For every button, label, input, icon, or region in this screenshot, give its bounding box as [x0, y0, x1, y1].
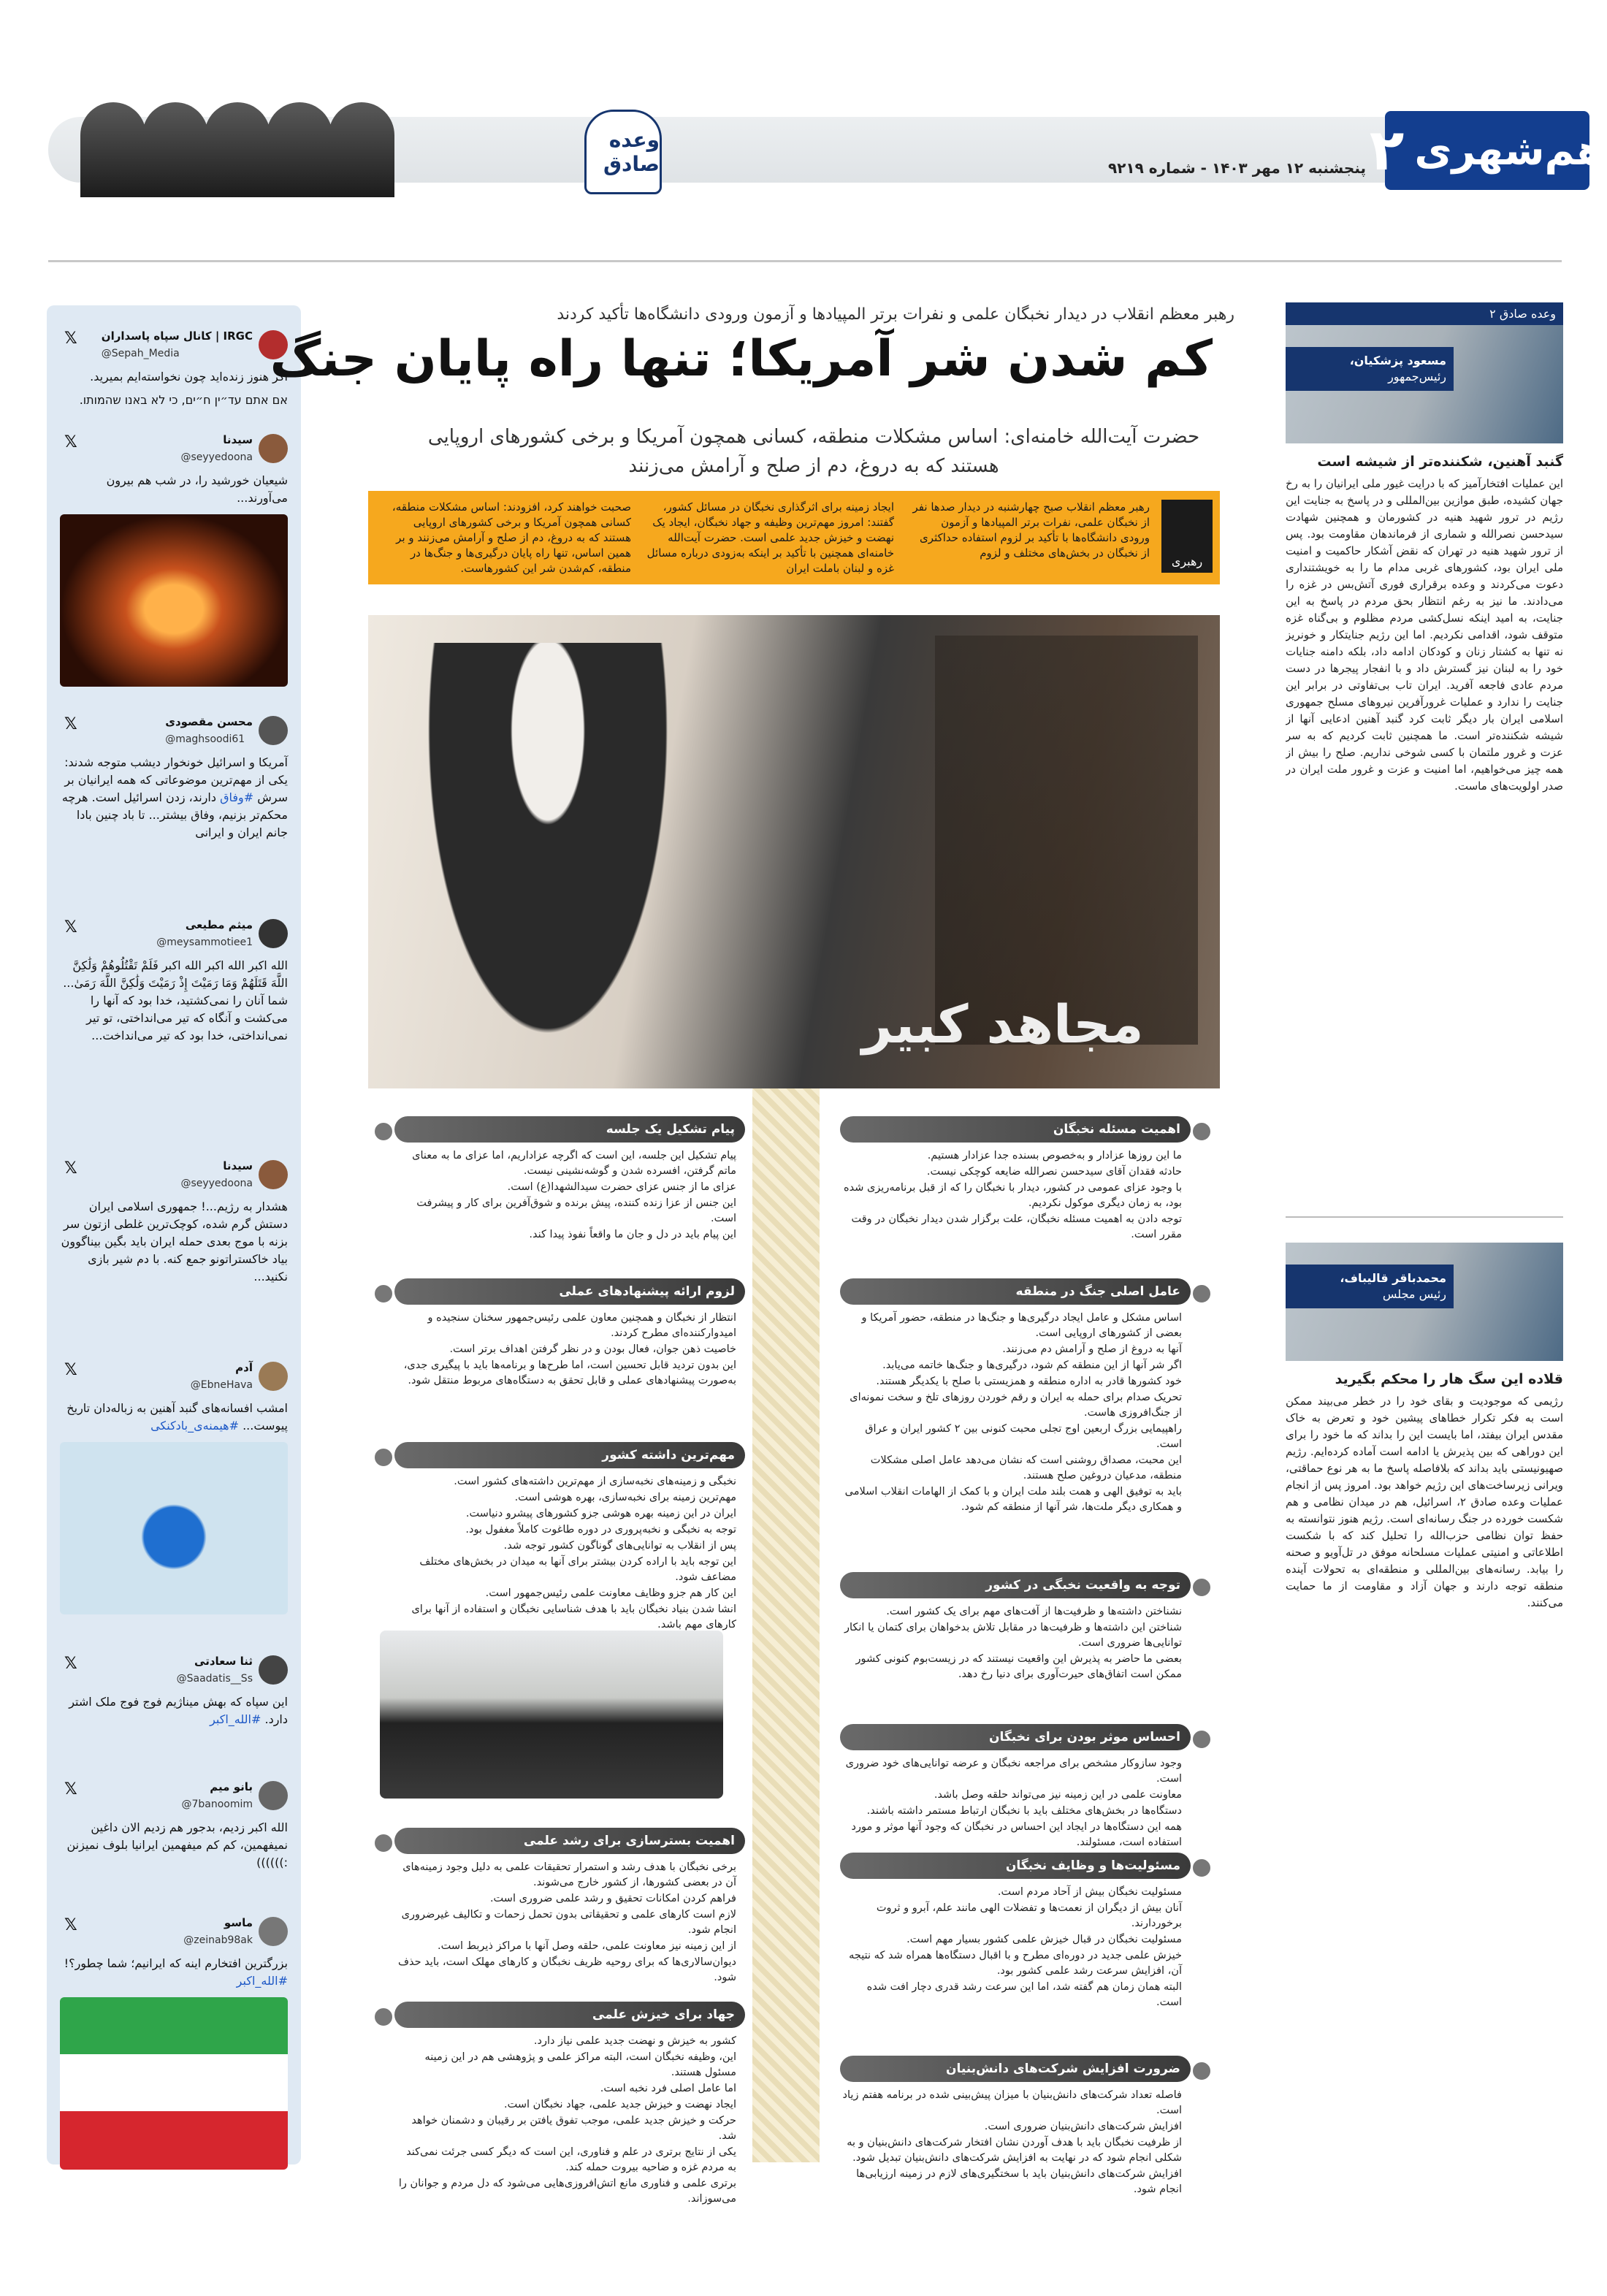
section-bullet: از این زمینه نیز معاونت علمی، حلقه وصل آنها با مراکز ذیربط است.: [437, 1940, 736, 1952]
section-bullet: پیام تشکیل این جلسه، این است که اگرچه عزاداریم، اما عزای ما به معنای ماتم گرفتن، افسرده شدن و گوشه‌نشینی نیست.: [412, 1150, 736, 1177]
section-body: [840, 1756, 1191, 1850]
tweet-handle: @seyyedoona: [180, 451, 253, 463]
section-bullet: اما عامل اصلی فرد نخبه است.: [600, 2083, 736, 2094]
avatar: [259, 716, 288, 745]
section-title: لزوم ارائه پیشنهادهای عملی: [394, 1278, 745, 1305]
tweet[interactable]: [60, 1359, 288, 1614]
section-title: جهاد برای خیزش علمی: [394, 2002, 745, 2028]
summary-section: [394, 1828, 745, 1986]
summary-section: [840, 1853, 1191, 2011]
hashtag-link[interactable]: #الله_اکبر: [210, 1712, 262, 1726]
section-bullet: توجه دادن به اهمیت مسئله نخبگان، علت برگزار شدن دیدار نخبگان در وقت مقرر است.: [851, 1213, 1182, 1240]
poster-image: [935, 636, 1198, 1045]
summary-section: [394, 2002, 745, 2208]
section-bullet: یکی از نتایج برتری در علم و فناوری، این است که دیگر کسی جرئت نمی‌کند به مردم غزه و ضاحیه بیروت حمله کند.: [406, 2146, 736, 2173]
section-bullet: راهپیمایی بزرگ اربعین اوج تجلی محبت کنونی بین ۲ کشور ایران و عراق است.: [865, 1423, 1182, 1450]
tweet[interactable]: [60, 1652, 288, 1728]
section-bullet: افزایش شرکت‌های دانش‌بنیان ضروری است.: [984, 2121, 1182, 2132]
section-bullet: این پیام باید در دل و جان ما واقعاً نفوذ پیدا کند.: [529, 1229, 736, 1240]
section-bullet: این محبت، مصداق روشنی است که نشان می‌دهد عامل اصلی مشکلات منطقه، مدعیان دروغین صلح هستند.: [870, 1454, 1182, 1481]
tweet[interactable]: [60, 1914, 288, 2170]
divider: [48, 260, 1562, 262]
bullet-dot-icon: [1191, 1728, 1213, 1750]
tweet-header: [60, 1157, 288, 1192]
tweet-text: اگر هنوز زنده‌اید چون نخواسته‌ایم بمیرید.: [90, 370, 288, 384]
person-name: مسعود پزشکیان،: [1349, 354, 1446, 367]
person-role: رئیس‌جمهور: [1388, 370, 1446, 384]
tweet-header: [60, 1359, 288, 1394]
section-bullet: البته همان زمان هم گفته شد، اما این سرعت رشد قدری دچار افت شده است.: [866, 1981, 1182, 2008]
opinion-title: گنبد آهنین، شکننده‌تر از شیشه است: [1317, 454, 1563, 470]
bullet-dot-icon: [1191, 1283, 1213, 1305]
section-bullet: از ظرفیت نخبگان باید با هدف آوردن نشان افتخار شرکت‌های دانش‌بنیان و به شکلی انجام شود که در نهایت به افزایش شرکت‌های دانش‌بنیان تبدیل شود.: [847, 2137, 1182, 2164]
avatar: [259, 1655, 288, 1685]
divider: [1286, 1216, 1563, 1218]
x-logo-icon: 𝕏: [64, 329, 77, 348]
tweet-handle: @Saadatis__Ss: [176, 1673, 253, 1685]
tweet-handle: @maghsoodi61: [165, 733, 245, 745]
lead-box: [368, 491, 1220, 584]
section-body: [394, 1311, 745, 1389]
bullet-dot-icon: [1191, 1576, 1213, 1598]
section-body: [840, 1604, 1191, 1682]
section-bullet: برتری علمی و فناوری مانع اتش‌افروزی‌هایی می‌شود که دل مردم و جوانان را می‌سوزاند.: [398, 2178, 736, 2205]
section-bullet: اساس مشکل و عامل ایجاد درگیری‌ها و جنگ‌ها در منطقه، حضور آمریکا و بعضی از کشورهای اروپایی است.: [861, 1312, 1182, 1339]
section-bullet: این کار هم جزو وظایف معاونت علمی رئیس‌جمهور است.: [485, 1587, 736, 1599]
summary-section: [394, 1278, 745, 1389]
section-bullet: آنان بیش از دیگران از نعمت‌ها و تفضلات الهی مانند علم، آبرو و ثروت برخوردارند.: [876, 1902, 1182, 1929]
section-title: توجه به واقعیت نخبگی در کشور: [840, 1572, 1191, 1598]
summary-section: [840, 1116, 1191, 1243]
tweet-author: ثنا سعادتی: [194, 1655, 253, 1668]
section-title: احساس موثر بودن برای نخبگان: [840, 1724, 1191, 1750]
section-bullet: ایجاد نهضت و خیزش جدید علمی، جهاد نخبگان است.: [504, 2099, 736, 2110]
martyr-portrait: [267, 102, 332, 197]
section-title: عامل اصلی جنگ در منطقه: [840, 1278, 1191, 1305]
tweet-header: [60, 431, 288, 466]
summary-section: [840, 1572, 1191, 1683]
tweet-image: [60, 1442, 288, 1614]
avatar: [259, 1917, 288, 1946]
section-bullet: این، وظیفه نخبگان است، البته مراکز علمی و پژوهشی هم در این زمینه مسئول هستند.: [424, 2051, 736, 2078]
tweet[interactable]: [60, 916, 288, 1045]
page-number: ۲: [1369, 118, 1405, 183]
hashtag-link[interactable]: #وفاق: [220, 790, 254, 804]
section-bullet: انشا شدن بنیاد نخبگان باید با هدف شناسایی نخبگان و استفاده از آنها برای کارهای مهم باشد.: [411, 1603, 736, 1631]
section-body: [840, 1311, 1191, 1515]
section-bullet: بعضی ما حاضر به پذیرش این واقعیت نیستند که در زیست‌بوم کنونی کشور ممکن است اتفاق‌های حیرت‌آوری برای دنیا رخ دهد.: [855, 1653, 1182, 1680]
tweet[interactable]: [60, 713, 288, 842]
summary-section: [394, 1116, 745, 1243]
tweet-header: [60, 713, 288, 748]
section-bullet: پس از انقلاب به توانایی‌های گوناگون کشور توجه شد.: [503, 1540, 736, 1552]
section-bullet: ایران در این زمینه بهره هوشی جزو کشورهای پیشرو دنیاست.: [465, 1508, 736, 1519]
section-title: مسئولیت‌ها و وظایف نخبگان: [840, 1853, 1191, 1879]
section-body: [394, 1474, 745, 1633]
section-bullet: این بدون تردید قابل تحسین است، اما طرح‌ها و برنامه‌ها باید با پیگیری جدی، به‌صورت پیشنهادهای عملی و قابل تحقق به دستگاه‌های مربوط منتقل شود.: [403, 1359, 736, 1387]
section-bullet: مهم‌ترین زمینه برای نخبه‌سازی، بهره هوشی است.: [514, 1492, 736, 1503]
section-bullet: با وجود عزای عمومی در کشور، دیدار با نخبگان را که از قبل برنامه‌ریزی شده بود، به زمان دیگری موکول نکردیم.: [843, 1182, 1182, 1209]
section-bullet: همه این دستگاه‌ها در ایجاد این احساس در نخبگان که وجود آنها موثر و مورد استفاده است، مسئولند.: [851, 1821, 1182, 1848]
section-bullet: آنها به دروغ از صلح و آرامش دم می‌زنند.: [1002, 1343, 1182, 1355]
bullet-dot-icon: [1191, 2060, 1213, 2082]
avatar: [259, 434, 288, 463]
section-body: [394, 2034, 745, 2207]
section-bullet: برخی نخبگان با هدف رشد و استمرار تحقیقات علمی به دلیل وجود زمینه‌های آن در بعضی کشورها، از کشور خارج می‌شوند.: [402, 1861, 736, 1888]
bullet-dot-icon: [373, 1446, 394, 1468]
section-bullet: توجه به نخبگی و نخبه‌پروری در دوره طاغوت کاملاً مغفول بود.: [465, 1524, 736, 1536]
opinion-body: رژیمی که موجودیت و بقای خود را در خطر می‌بیند ممکن است به فکر تکرار خطاهای پیشین خود و تعرض به خاک مقدس ایران بیفتد، اما بایست این را بداند که ما خود را برای این دوراهی که بین پذیرش یا ادامه است آماده کرده‌ایم. رژیم صهیونیستی باید بداند که بلافاصله پاسخ ما به هر نوع حماقتی، ویرانی زیرساخت‌های این رژیم خواهد بود. امروز پس از انجام عملیات وعده صادق ۲، اسرائیل، هم در میدان نظامی و هم شکست خورده در جنگ رسانه‌ای است. رژیم هنوز نتوانسته به حفظ توان نظامی حزب‌الله را تحلیل کند که با شکست اطلاعاتی و امنیتی عملیات مسلحانه موفق در تل‌آویو و صحنه را بیابد. رسانه‌های بین‌المللی و منطقه‌ای به تحولات آینده منطقه توجه دارند و جهان آزاد و مقاومت از ما حمایت می‌کنند.: [1286, 1395, 1563, 1609]
section-name: هم‌شهری: [1414, 126, 1606, 175]
bullet-dot-icon: [373, 1121, 394, 1143]
section-title: اهمیت مسئله نخبگان: [840, 1116, 1191, 1143]
person-caption: [1286, 1265, 1454, 1308]
section-bullet: مسئولیت نخبگان در قبال خیزش علمی کشور بسیار مهم است.: [906, 1934, 1182, 1945]
section-bullet: افزایش شرکت‌های دانش‌بنیان باید با سختگیری‌های لازم در زمینه ارزیابی‌ها انجام شود.: [856, 2168, 1182, 2195]
section-title: اهمیت بسترسازی برای رشد علمی: [394, 1828, 745, 1854]
tweet[interactable]: [60, 327, 288, 409]
summary-section: [840, 1724, 1191, 1851]
x-logo-icon: 𝕏: [64, 1361, 77, 1379]
tweet[interactable]: [60, 431, 288, 687]
x-logo-icon: 𝕏: [64, 1655, 77, 1673]
tweet-text: امشب افسانه‌های گنبد آهنین به زباله‌دان تاریخ پیوست... #هیمنه‌ی_بادکنکی: [66, 1401, 288, 1433]
section-bullet: اگر شر آنها از این منطقه کم شود، درگیری‌ها و جنگ‌ها خاتمه می‌یابد.: [882, 1359, 1182, 1371]
poster-caption: مجاهد کبیر: [862, 993, 1144, 1055]
section-bullet: خیزش علمی جدید در دوره‌ای مطرح و با اقبال دستگاه‌ها همراه شد که نتیجه آن، افزایش سرعت رشد علمی کشور بود.: [849, 1950, 1182, 1977]
avatar: [259, 1781, 288, 1810]
tweet-header: [60, 916, 288, 951]
summary-section: [394, 1442, 745, 1633]
bullet-dot-icon: [1191, 1857, 1213, 1879]
x-logo-icon: 𝕏: [64, 715, 77, 733]
lead-text: ایجاد زمینه برای اثرگذاری نخبگان در مسائل کشور، گفتند: امروز مهم‌ترین وظیفه و جهاد نخبگان، ایجاد یک نهضت و خیزش جدید علمی است. حضرت آیت‌الله خامنه‌ای همچنین با تأکید بر اینکه به‌زودی درباره مسائل غزه و لبنان باملت ایران: [646, 500, 894, 575]
opinion-body: این عملیات افتخارآمیز که با درایت غیور ملی ایرانیان را به رخ جهان کشیده، طبق موازین بین‌المللی و در پاسخ به جنایت این رژیم در ترور شهید هنیه در کشورمان و همچنین شهادت سیدحسن نصرالله و شماری از فرماندهان مقاومت بود. پس از ترور شهید هنیه در تهران که نقض آشکار حاکمیت و امنیت ملی ایران بود، کشورهای غربی مدام ما را به خویشتنداری دعوت می‌کردند و وعده برقراری فوری آتش‌بس در غزه را می‌دادند. ما نیز به رغم انتظار بحق مردم در پاسخ به این جنایت، به امید اینکه نسل‌کشی مردم مظلوم و بی‌گناه غزه متوقف شود، اقدامی نکردیم. اما این رژیم جنایتکار و خونریز نه تنها به کشتار زنان و کودکان ادامه داد، بلکه دامنه جنایات خود را به لبنان نیز گسترش داد و با انفجار پیجرها در دست مردم عادی فاجعه آفرید. ایران تاب بی‌تفاوتی در برابر این جنایت را ندارد و عملیات غرورآفرین نیروهای مسلح جمهوری اسلامی ایران بار دیگر ثابت کرد گنبد آهنین ادعایی آنها از شیشه شکننده‌تر است. ما همچنین ثابت کردیم که به سر عزت و غرور ملتمان با کسی شوخی نداریم. صلح را بیش از همه چیز می‌خواهیم، اما امنیت و عزت و غرور ملت ایران در صدر اولویت‌های ماست.: [1286, 477, 1563, 793]
section-bullet: نشناختن داشته‌ها و ظرفیت‌ها از آفت‌های مهم برای یک کشور است.: [886, 1606, 1182, 1617]
martyr-portrait: [142, 102, 208, 197]
section-bullet: خود کشورها قادر به اداره منطقه و همزیستی با صلح با یکدیگر هستند.: [876, 1376, 1182, 1387]
tweet-text: אם אתם עד״ין ח״ים, כי לא באנו שהמותו.: [79, 393, 288, 407]
section-bullet: حرکت و خیزش جدید علمی، موجب تفوق یافتن بر رقیبان و دشمنان خواهد شد.: [411, 2115, 736, 2142]
section-body: [394, 1860, 745, 1986]
tweet-author: سیدنا: [223, 1159, 253, 1172]
lead-text: صحبت خواهند کرد، افزودند: اساس مشکلات منطقه، کسانی همچون آمریکا و برخی کشورهای اروپایی هستند که به دروغ، دم از صلح و آرامش می‌زنند و بر همین اساس، تنها راه پایان درگیری‌ها و جنگ‌ها در منطقه، کم‌شدن شر این کشورهاست.: [392, 500, 631, 575]
section-bullet: نخبگی و زمینه‌های نخبه‌سازی از مهم‌ترین داشته‌های کشور است.: [454, 1476, 736, 1487]
tweet-header: [60, 327, 288, 362]
column-tag: وعده صادق ۲: [1286, 302, 1563, 325]
x-logo-icon: 𝕏: [64, 1780, 77, 1799]
section-badge: [1369, 111, 1606, 190]
avatar: [259, 1160, 288, 1189]
person-name: محمدباقر قالیباف،: [1340, 1271, 1446, 1285]
tweet-author: محسن مقصودی: [165, 715, 253, 728]
martyr-portrait: [80, 102, 146, 197]
section-bullet: ما این روزها عزادار و به‌خصوص بسنده جدا عزادار هستیم.: [927, 1150, 1182, 1162]
section-bullet: کشور به خیزش و نهضت جدید علمی نیاز دارد.: [533, 2035, 736, 2047]
tweet-header: [60, 1652, 288, 1687]
opinion-title: قلاده این سگ هار را محکم بگیرید: [1335, 1371, 1563, 1387]
section-bullet: فراهم کردن امکانات تحقیق و رشد علمی ضروری است.: [489, 1893, 736, 1904]
tweet-handle: @meysammotiee1: [156, 937, 253, 948]
tweet[interactable]: [60, 1157, 288, 1286]
x-logo-icon: 𝕏: [64, 1159, 77, 1178]
person-caption: [1286, 347, 1454, 391]
section-bullet: این توجه باید با اراده کردن بیشتر برای آنها به میدان در بخش‌های مختلف مضاعف شود.: [419, 1556, 736, 1583]
section-bullet: خاصیت ذهن جوان، فعال بودن و در نظر گرفتن اهداف برتر است.: [449, 1343, 736, 1355]
tweet-text: الله اکبر زدیم، بدجور هم زدیم الان داغین نمیفهمین، کم کم میفهمین ایرانیا بلوف نمیزنن :)))))): [66, 1820, 288, 1869]
tweet-image: [60, 514, 288, 687]
avatar: [259, 919, 288, 948]
tweet-handle: @EbneHava: [190, 1379, 253, 1391]
tweet-text: هشدار به رژیم...! جمهوری اسلامی ایران دستش گرم شده، کوچک‌ترین غلطی ازتون سر بزنه با موج بعدی حمله ایران باید بگین بیناگوون بیاد خاکستراتونو جمع کنه. با دم شیر بازی نکنید...: [61, 1200, 288, 1284]
tweet-text: الله اکبر الله اکبر الله اکبر فَلَمْ تَقْتُلُوهُمْ وَلَٰکِنَّ اللَّهَ قَتَلَهُمْ وَمَا رَمَیْتَ إِذْ رَمَیْتَ وَلَٰکِنَّ اللَّهَ رَمَىٰ... شما آنان را نمی‌کشتید، خدا بود که آنها را می‌کشت و آنگاه که تیر می‌انداختی، تو تیر نمی‌انداختی، خدا بود که تیر می‌انداخت...: [63, 958, 288, 1042]
tweet-header: [60, 1914, 288, 1949]
section-bullet: معاونت علمی در این زمینه نیز می‌تواند حلقه وصل باشد.: [934, 1789, 1182, 1801]
tweet-handle: @7banoomim: [181, 1799, 253, 1810]
section-bullet: باید به توفیق الهی و همت بلند ملت ایران و با کمک از الهامات انقلاب اسلامی و همکاری دیگر ملت‌ها، شر آنها از منطقه کم شود.: [844, 1486, 1182, 1513]
martyr-portrait: [329, 102, 394, 197]
x-logo-icon: 𝕏: [64, 918, 77, 937]
section-bullet: وجود سازوکار مشخص برای مراجعه نخبگان و عرضه توانایی‌های خود ضروری است.: [845, 1758, 1182, 1785]
hashtag-link[interactable]: #الله_اکبر: [236, 1974, 288, 1988]
bullet-dot-icon: [373, 1283, 394, 1305]
summary-section: [840, 1278, 1191, 1516]
x-logo-icon: 𝕏: [64, 433, 77, 451]
tweet-author: بانو میم: [210, 1780, 253, 1793]
audience-photo: [380, 1631, 723, 1799]
section-bullet: شناختن این داشته‌ها و ظرفیت‌ها در مقابل تلاش بدخواهان برای کتمان یا انکار توانایی‌ها ضروری است.: [844, 1622, 1182, 1649]
bullet-dot-icon: [373, 2006, 394, 2028]
section-bullet: دستگاه‌ها در بخش‌های مختلف باید با نخبگان ارتباط مستمر داشته باشند.: [866, 1805, 1182, 1817]
speaker-figure: [409, 643, 687, 1081]
tweet-handle: @zeinab98ak: [183, 1934, 253, 1946]
section-title: مهم‌ترین داشته کشور: [394, 1442, 745, 1468]
section-bullet: انتظار از نخبگان و همچنین معاون علمی رئیس‌جمهور سخنان سنجیده و امیدوارکننده‌ای مطرح کردند.: [427, 1312, 736, 1339]
tweet-author: میثم مطیعی: [185, 918, 253, 931]
x-logo-icon: 𝕏: [64, 1916, 77, 1934]
lead-label: رهبری: [1161, 500, 1213, 573]
avatar: [259, 1362, 288, 1391]
section-title: پیام تشکیل یک جلسه: [394, 1116, 745, 1143]
headline: کم شدن شر آمریکا؛ تنها راه پایان جنگ: [270, 330, 1213, 388]
section-body: [394, 1148, 745, 1243]
section-bullet: عزای ما از جنس عزای حضرت سیدالشهدا(ع) است.: [507, 1181, 736, 1193]
tweet-handle: @Sepah_Media: [101, 348, 180, 359]
section-title: ضرورت افزایش شرکت‌های دانش‌بنیان: [840, 2056, 1191, 2082]
tweet-text: آمریکا و اسرائیل خونخوار دیشب متوجه شدند: یکی از مهم‌ترین موضوعاتی که همه ایرانیان بر سرش #وفاق دارند، زدن اسرائیل است. هرچه محکم‌تر بزنیم، وفاق بیشتر... تا باد چنین بادا جانم ایران و ایرانی: [61, 755, 288, 839]
bullet-dot-icon: [1191, 1121, 1213, 1143]
tweet-author: سیدنا: [223, 433, 253, 446]
tweet-header: [60, 1778, 288, 1813]
tweet[interactable]: [60, 1778, 288, 1872]
tweet-author: آدم: [235, 1361, 253, 1374]
section-bullet: مسئولیت نخبگان بیش از آحاد مردم است.: [997, 1886, 1182, 1898]
tweet-text: بزرگترین افتخارم اینه که ایرانیم؛ شما چطور؟! #الله_اکبر: [64, 1956, 288, 1988]
martyr-portrait: [205, 102, 270, 197]
tweet-handle: @seyyedoona: [180, 1178, 253, 1189]
section-body: [840, 1148, 1191, 1243]
tweet-author: IRGC | کانال سپاه پاسداران: [101, 329, 253, 343]
section-body: [840, 2088, 1191, 2197]
seal-text: وعده صادق: [603, 128, 660, 176]
section-bullet: حادثه فقدان آقای سیدحسن نصرالله ضایعه کوچکی نیست.: [926, 1166, 1182, 1178]
section-bullet: لازم است کارهای علمی و تحقیقاتی بدون تحمل زحمات و تکالیف غیرضروری انجام شود.: [401, 1909, 736, 1936]
tweet-text: این سپاه که بهش میناژیم فوج فوج ملک اشتر دارد. #الله_اکبر: [69, 1695, 288, 1726]
hashtag-link[interactable]: #هیمنه‌ی_بادکنکی: [150, 1419, 239, 1433]
operation-seal: [584, 110, 662, 194]
subheadline: حضرت آیت‌الله خامنه‌ای: اساس مشکلات منطقه، کسانی همچون آمریکا و برخی کشورهای اروپایی هستند که به دروغ، دم از صلح و آرامش می‌زنند: [427, 426, 1200, 477]
section-bullet: تحریک صدام برای حمله به ایران و رقم خوردن روزهای تلخ و سخت نمونه‌ای از جنگ‌افروزی هاست.: [850, 1392, 1182, 1419]
opinion-column: [1286, 302, 1563, 2124]
lead-text: رهبر معظم انقلاب صبح چهارشنبه در دیدار صدها نفر از نخبگان علمی، نفرات برتر المپیادها و آزمون ورودی دانشگاه‌ها با تأکید بر لزوم استفاده حداکثری از نخبگان در بخش‌های مختلف و لزوم: [912, 500, 1150, 560]
dateline: پنجشنبه ۱۲ مهر ۱۴۰۳ - شماره ۹۲۱۹: [1108, 159, 1366, 177]
section-body: [840, 1885, 1191, 2010]
tweet-image: [60, 1997, 288, 2170]
decorative-spine: [752, 1088, 820, 2162]
tweet-author: ماسو: [224, 1916, 253, 1929]
section-bullet: این جنس از عزا زنده کننده، پیش برنده و شوق‌آفرین برای کار و پیشرفت است.: [416, 1197, 736, 1224]
section-bullet: فاصله تعداد شرکت‌های دانش‌بنیان با میزان پیش‌بینی شده در برنامه هفتم زیاد است.: [842, 2089, 1182, 2116]
person-role: رئیس مجلس: [1382, 1287, 1446, 1301]
tweet-text: شیعیان خورشید را، در شب هم بیرون می‌آورند...: [106, 473, 288, 505]
person-photo: [1286, 325, 1563, 443]
person-photo: [1286, 1243, 1563, 1361]
kicker: رهبر معظم انقلاب در دیدار نخبگان علمی و نفرات برتر المپیادها و آزمون ورودی دانشگاه‌ها تأکید کردند: [557, 305, 1234, 324]
bullet-dot-icon: [373, 1832, 394, 1854]
section-bullet: دیوان‌سالاری‌ها که برای روحیه ظریف نخبگان و کارهای مهلک است، باید حذف شود.: [397, 1956, 736, 1983]
summary-section: [840, 2056, 1191, 2198]
